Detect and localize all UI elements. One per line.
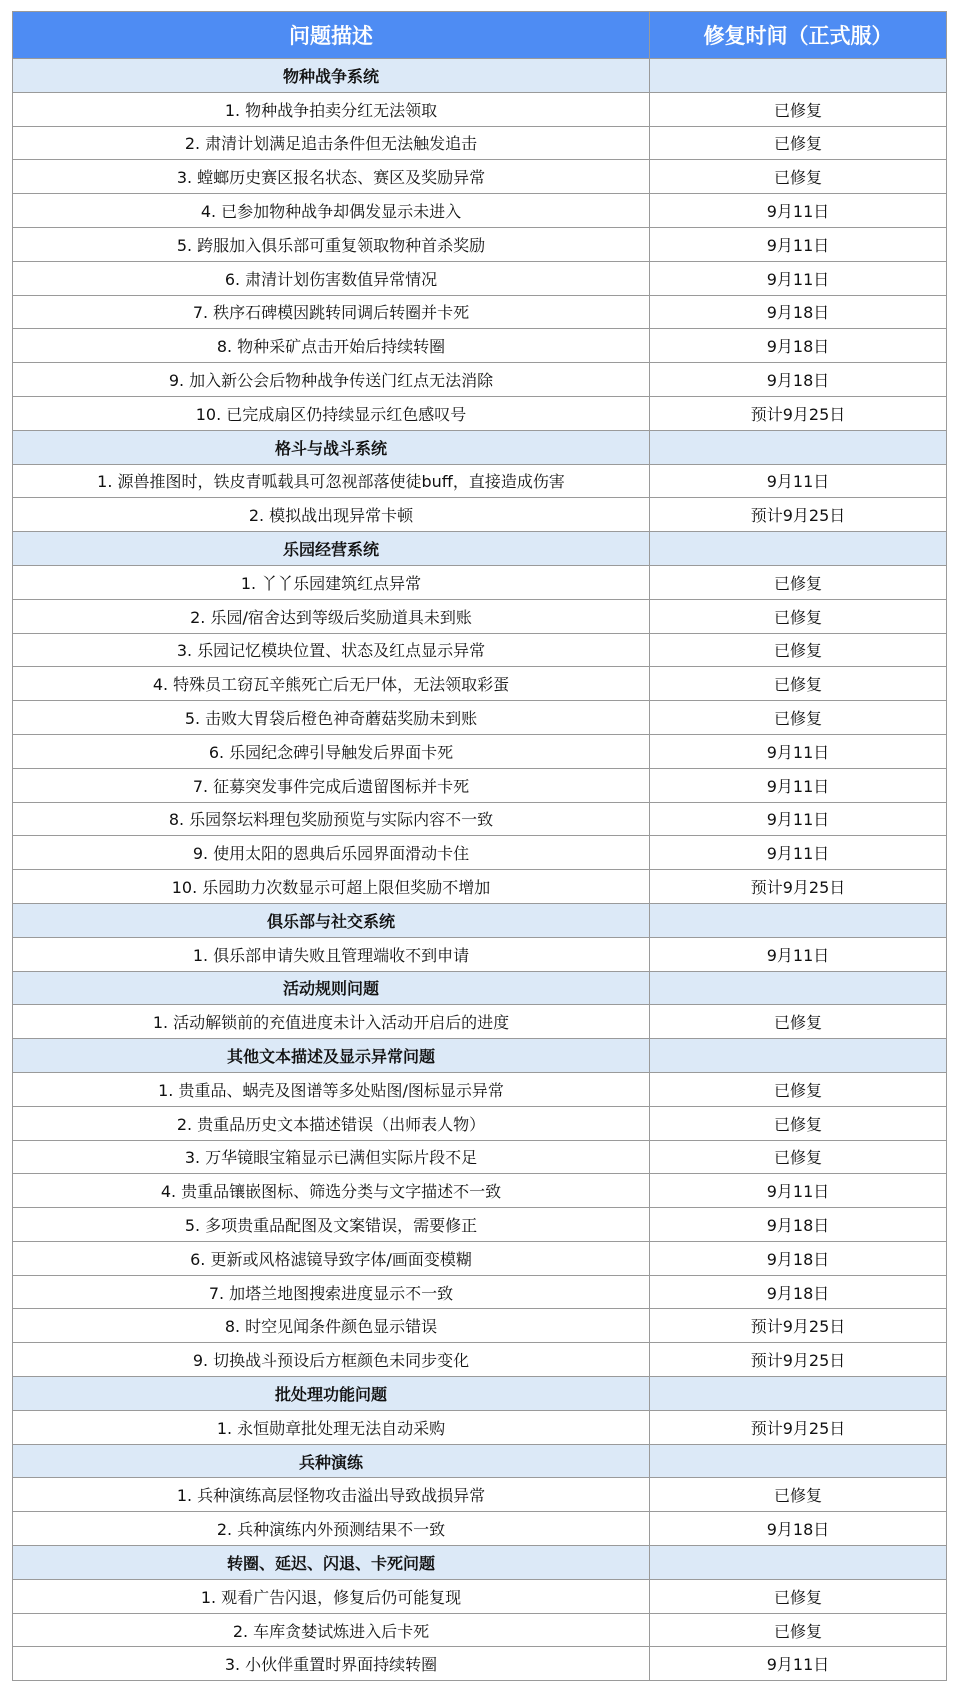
issue-description-cell: 1. 兵种演练高层怪物攻击溢出导致战损异常 bbox=[13, 1478, 650, 1512]
fix-time-cell: 已修复 bbox=[650, 701, 947, 735]
table-row bbox=[13, 1512, 947, 1546]
issue-description-cell: 3. 乐园记忆模块位置、状态及红点显示异常 bbox=[13, 633, 650, 667]
table-row bbox=[13, 1174, 947, 1208]
fix-time-cell: 预计9月25日 bbox=[650, 1410, 947, 1444]
header-fix-time: 修复时间（正式服） bbox=[650, 12, 947, 59]
issue-description-cell: 7. 秩序石碑模因跳转同调后转圈并卡死 bbox=[13, 295, 650, 329]
table-row bbox=[13, 565, 947, 599]
fix-time-cell: 9月18日 bbox=[650, 295, 947, 329]
issue-description-cell: 1. 物种战争拍卖分红无法领取 bbox=[13, 92, 650, 126]
table-row bbox=[13, 464, 947, 498]
table-row bbox=[13, 1410, 947, 1444]
table-row bbox=[13, 1005, 947, 1039]
fix-time-cell: 9月18日 bbox=[650, 363, 947, 397]
issue-description-cell: 6. 更新或风格滤镜导致字体/画面变模糊 bbox=[13, 1241, 650, 1275]
fix-time-cell: 9月11日 bbox=[650, 194, 947, 228]
fix-time-cell: 预计9月25日 bbox=[650, 870, 947, 904]
section-header-row bbox=[13, 1039, 947, 1073]
issue-description-cell: 2. 乐园/宿舍达到等级后奖励道具未到账 bbox=[13, 599, 650, 633]
section-fix-time-blank bbox=[650, 1546, 947, 1580]
fix-time-cell: 已修复 bbox=[650, 126, 947, 160]
fix-time-cell: 已修复 bbox=[650, 1478, 947, 1512]
issue-description-cell: 1. 观看广告闪退，修复后仍可能复现 bbox=[13, 1579, 650, 1613]
table-row bbox=[13, 194, 947, 228]
issue-description-cell: 4. 贵重品镶嵌图标、筛选分类与文字描述不一致 bbox=[13, 1174, 650, 1208]
fix-time-cell: 9月11日 bbox=[650, 1647, 947, 1681]
section-title: 转圈、延迟、闪退、卡死问题 bbox=[13, 1546, 650, 1580]
fix-time-cell: 9月18日 bbox=[650, 1512, 947, 1546]
fix-time-cell: 已修复 bbox=[650, 1579, 947, 1613]
issue-description-cell: 8. 物种采矿点击开始后持续转圈 bbox=[13, 329, 650, 363]
table-row bbox=[13, 92, 947, 126]
section-fix-time-blank bbox=[650, 903, 947, 937]
section-title: 兵种演练 bbox=[13, 1444, 650, 1478]
fix-time-cell: 9月11日 bbox=[650, 227, 947, 261]
fix-time-cell: 9月11日 bbox=[650, 734, 947, 768]
issue-description-cell: 9. 切换战斗预设后方框颜色未同步变化 bbox=[13, 1343, 650, 1377]
table-row bbox=[13, 1647, 947, 1681]
table-row bbox=[13, 1106, 947, 1140]
issue-description-cell: 7. 加塔兰地图搜索进度显示不一致 bbox=[13, 1275, 650, 1309]
issue-description-cell: 10. 乐园助力次数显示可超上限但奖励不增加 bbox=[13, 870, 650, 904]
issue-description-cell: 2. 贵重品历史文本描述错误（出师表人物） bbox=[13, 1106, 650, 1140]
fix-time-cell: 9月18日 bbox=[650, 329, 947, 363]
issue-description-cell: 5. 跨服加入俱乐部可重复领取物种首杀奖励 bbox=[13, 227, 650, 261]
issue-description-cell: 8. 时空见闻条件颜色显示错误 bbox=[13, 1309, 650, 1343]
section-header-row bbox=[13, 903, 947, 937]
fix-time-cell: 9月11日 bbox=[650, 464, 947, 498]
fix-time-cell: 9月18日 bbox=[650, 1208, 947, 1242]
fix-time-cell: 预计9月25日 bbox=[650, 396, 947, 430]
section-title: 格斗与战斗系统 bbox=[13, 430, 650, 464]
issue-description-cell: 2. 肃清计划满足追击条件但无法触发追击 bbox=[13, 126, 650, 160]
issue-description-cell: 9. 使用太阳的恩典后乐园界面滑动卡住 bbox=[13, 836, 650, 870]
section-fix-time-blank bbox=[650, 430, 947, 464]
table-row bbox=[13, 329, 947, 363]
issue-description-cell: 2. 车库贪婪试炼进入后卡死 bbox=[13, 1613, 650, 1647]
fix-schedule-table bbox=[12, 11, 947, 1681]
issue-description-cell: 1. 源兽推图时，铁皮青呱载具可忽视部落使徒buff，直接造成伤害 bbox=[13, 464, 650, 498]
header-issue-description: 问题描述 bbox=[13, 12, 650, 59]
table-row bbox=[13, 295, 947, 329]
fix-time-cell: 已修复 bbox=[650, 1072, 947, 1106]
table-row bbox=[13, 261, 947, 295]
table-row bbox=[13, 227, 947, 261]
section-fix-time-blank bbox=[650, 971, 947, 1005]
issue-description-cell: 2. 兵种演练内外预测结果不一致 bbox=[13, 1512, 650, 1546]
fix-time-cell: 已修复 bbox=[650, 1613, 947, 1647]
table-row bbox=[13, 734, 947, 768]
issue-description-cell: 10. 已完成扇区仍持续显示红色感叹号 bbox=[13, 396, 650, 430]
fix-time-cell: 9月18日 bbox=[650, 1241, 947, 1275]
section-fix-time-blank bbox=[650, 1377, 947, 1411]
issue-description-cell: 1. 俱乐部申请失败且管理端收不到申请 bbox=[13, 937, 650, 971]
table-body bbox=[13, 59, 947, 1681]
issue-description-cell: 3. 小伙伴重置时界面持续转圈 bbox=[13, 1647, 650, 1681]
table-row bbox=[13, 160, 947, 194]
table-row bbox=[13, 1343, 947, 1377]
section-title: 物种战争系统 bbox=[13, 59, 650, 93]
issue-description-cell: 1. 活动解锁前的充值进度未计入活动开启后的进度 bbox=[13, 1005, 650, 1039]
fix-time-cell: 已修复 bbox=[650, 565, 947, 599]
section-header-row bbox=[13, 59, 947, 93]
fix-time-cell: 已修复 bbox=[650, 1106, 947, 1140]
table-row bbox=[13, 126, 947, 160]
section-fix-time-blank bbox=[650, 1039, 947, 1073]
table-row bbox=[13, 1579, 947, 1613]
table-row bbox=[13, 363, 947, 397]
fix-time-cell: 已修复 bbox=[650, 92, 947, 126]
issue-description-cell: 4. 已参加物种战争却偶发显示未进入 bbox=[13, 194, 650, 228]
table-header-row bbox=[13, 12, 947, 59]
table-row bbox=[13, 836, 947, 870]
issue-description-cell: 2. 模拟战出现异常卡顿 bbox=[13, 498, 650, 532]
section-title: 活动规则问题 bbox=[13, 971, 650, 1005]
section-header-row bbox=[13, 1546, 947, 1580]
fix-time-cell: 9月11日 bbox=[650, 836, 947, 870]
section-header-row bbox=[13, 971, 947, 1005]
fix-time-cell: 已修复 bbox=[650, 1005, 947, 1039]
table-row bbox=[13, 937, 947, 971]
fix-time-cell: 预计9月25日 bbox=[650, 1343, 947, 1377]
issue-description-cell: 5. 击败大胃袋后橙色神奇蘑菇奖励未到账 bbox=[13, 701, 650, 735]
section-title: 批处理功能问题 bbox=[13, 1377, 650, 1411]
issue-description-cell: 3. 螳螂历史赛区报名状态、赛区及奖励异常 bbox=[13, 160, 650, 194]
section-header-row bbox=[13, 1444, 947, 1478]
section-header-row bbox=[13, 430, 947, 464]
fix-time-cell: 9月11日 bbox=[650, 768, 947, 802]
table-row bbox=[13, 802, 947, 836]
issue-description-cell: 6. 乐园纪念碑引导触发后界面卡死 bbox=[13, 734, 650, 768]
table-row bbox=[13, 1613, 947, 1647]
section-title: 乐园经营系统 bbox=[13, 532, 650, 566]
table-row bbox=[13, 1275, 947, 1309]
fix-time-cell: 预计9月25日 bbox=[650, 1309, 947, 1343]
section-header-row bbox=[13, 1377, 947, 1411]
table-row bbox=[13, 633, 947, 667]
issue-description-cell: 8. 乐园祭坛料理包奖励预览与实际内容不一致 bbox=[13, 802, 650, 836]
issue-description-cell: 9. 加入新公会后物种战争传送门红点无法消除 bbox=[13, 363, 650, 397]
issue-description-cell: 4. 特殊员工窃瓦辛熊死亡后无尸体，无法领取彩蛋 bbox=[13, 667, 650, 701]
table-row bbox=[13, 396, 947, 430]
section-fix-time-blank bbox=[650, 532, 947, 566]
table-row bbox=[13, 768, 947, 802]
issue-description-cell: 5. 多项贵重品配图及文案错误，需要修正 bbox=[13, 1208, 650, 1242]
fix-time-cell: 9月11日 bbox=[650, 937, 947, 971]
issue-description-cell: 6. 肃清计划伤害数值异常情况 bbox=[13, 261, 650, 295]
table-row bbox=[13, 599, 947, 633]
section-header-row bbox=[13, 532, 947, 566]
fix-time-cell: 预计9月25日 bbox=[650, 498, 947, 532]
fix-time-cell: 已修复 bbox=[650, 633, 947, 667]
fix-time-cell: 9月11日 bbox=[650, 261, 947, 295]
fix-time-cell: 已修复 bbox=[650, 160, 947, 194]
fix-time-cell: 已修复 bbox=[650, 667, 947, 701]
fix-time-cell: 9月11日 bbox=[650, 802, 947, 836]
section-fix-time-blank bbox=[650, 1444, 947, 1478]
fix-time-cell: 已修复 bbox=[650, 599, 947, 633]
table-row bbox=[13, 701, 947, 735]
section-title: 其他文本描述及显示异常问题 bbox=[13, 1039, 650, 1073]
table-row bbox=[13, 1309, 947, 1343]
issue-description-cell: 1. 丫丫乐园建筑红点异常 bbox=[13, 565, 650, 599]
fix-time-cell: 9月18日 bbox=[650, 1275, 947, 1309]
table-row bbox=[13, 1072, 947, 1106]
fix-time-cell: 已修复 bbox=[650, 1140, 947, 1174]
table-row bbox=[13, 1208, 947, 1242]
section-title: 俱乐部与社交系统 bbox=[13, 903, 650, 937]
table-row bbox=[13, 498, 947, 532]
table-row bbox=[13, 1241, 947, 1275]
table-row bbox=[13, 667, 947, 701]
table-row bbox=[13, 1478, 947, 1512]
table-row bbox=[13, 870, 947, 904]
section-fix-time-blank bbox=[650, 59, 947, 93]
table-row bbox=[13, 1140, 947, 1174]
issue-description-cell: 1. 贵重品、蜗壳及图谱等多处贴图/图标显示异常 bbox=[13, 1072, 650, 1106]
issue-description-cell: 7. 征募突发事件完成后遗留图标并卡死 bbox=[13, 768, 650, 802]
issue-description-cell: 1. 永恒勋章批处理无法自动采购 bbox=[13, 1410, 650, 1444]
issue-description-cell: 3. 万华镜眼宝箱显示已满但实际片段不足 bbox=[13, 1140, 650, 1174]
fix-time-cell: 9月11日 bbox=[650, 1174, 947, 1208]
